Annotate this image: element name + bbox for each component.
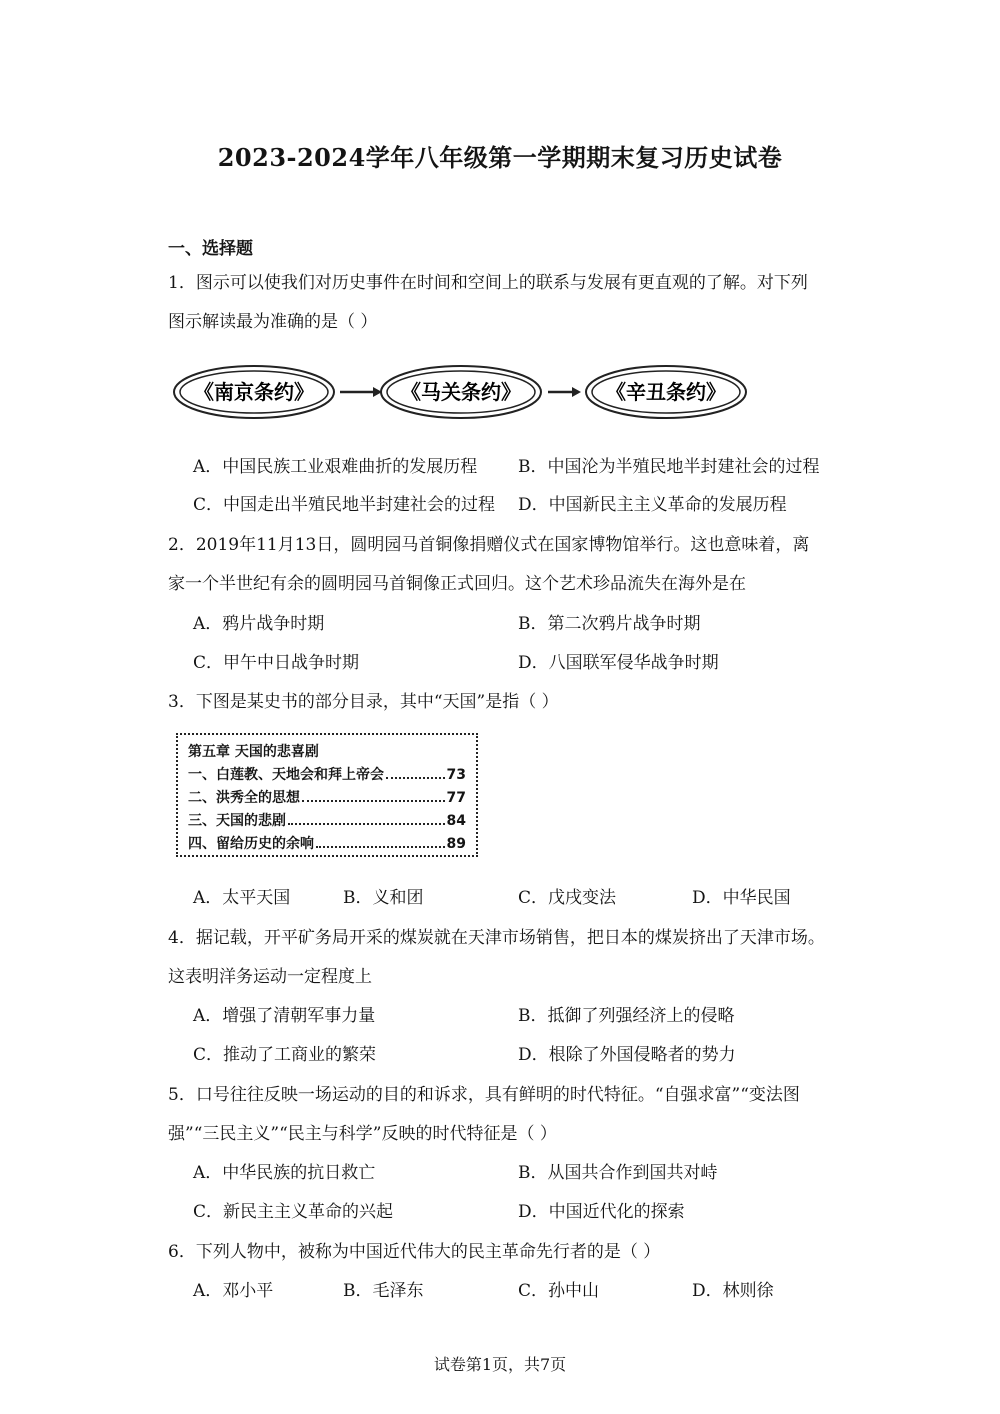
q3-stem-line-1: 3．下图是某史书的部分目录，其中“天国”是指（ ） [168, 692, 559, 712]
treaty-label-1: 《南京条约》 [194, 380, 314, 404]
q6-stem-line-1: 6．下列人物中，被称为中国近代伟大的民主革命先行者的是（ ） [168, 1242, 661, 1262]
q2-stem-line-2: 家一个半世纪有余的圆明园马首铜像正式回归。这个艺术珍品流失在海外是在 [168, 574, 746, 594]
q2-option-d[interactable]: D．八国联军侵华战争时期 [518, 653, 719, 673]
treaty-flow-diagram [168, 358, 768, 428]
treaty-label-2: 《马关条约》 [401, 380, 521, 404]
q1-stem-line-2: 图示解读最为准确的是（ ） [168, 312, 378, 332]
q4-option-c[interactable]: C．推动了工商业的繁荣 [193, 1045, 377, 1065]
q5-stem-line-2: 强”“三民主义”“民主与科学”反映的时代特征是（ ） [168, 1124, 557, 1144]
q4-option-b[interactable]: B．抵御了列强经济上的侵略 [518, 1006, 735, 1026]
toc-dot-leader [288, 823, 445, 825]
page-footer: 试卷第1页，共7页 [433, 1355, 567, 1374]
treaty-node-2 [381, 366, 541, 418]
q3-option-b[interactable]: B．义和团 [343, 888, 424, 908]
q5-option-c[interactable]: C．新民主主义革命的兴起 [193, 1202, 394, 1222]
flow-arrow-1 [340, 387, 382, 397]
q6-option-c[interactable]: C．孙中山 [518, 1281, 600, 1301]
toc-dot-leader [316, 846, 445, 848]
q1-option-a[interactable]: A．中国民族工业艰难曲折的发展历程 [193, 457, 478, 477]
toc-row-label: 三、天国的悲剧 [188, 813, 286, 829]
q2-option-b[interactable]: B．第二次鸦片战争时期 [518, 614, 701, 634]
toc-row-label: 二、洪秀全的思想 [188, 790, 300, 806]
q1-stem-line-1: 1．图示可以使我们对历史事件在时间和空间上的联系与发展有更直观的了解。对下列 [168, 273, 808, 293]
exam-title: 2023-2024学年八年级第一学期期末复习历史试卷 [217, 143, 783, 172]
toc-row-page: 73 [446, 767, 466, 783]
q3-option-d[interactable]: D．中华民国 [692, 888, 791, 908]
q4-stem-line-1: 4．据记载，开平矿务局开采的煤炭就在天津市场销售，把日本的煤炭挤出了天津市场。 [168, 928, 825, 948]
q2-option-c[interactable]: C．甲午中日战争时期 [193, 653, 360, 673]
q1-option-d[interactable]: D．中国新民主主义革命的发展历程 [518, 495, 787, 515]
q1-option-b[interactable]: B．中国沦为半殖民地半封建社会的过程 [518, 457, 820, 477]
toc-dot-leader [302, 800, 445, 802]
q4-option-d[interactable]: D．根除了外国侵略者的势力 [518, 1045, 736, 1065]
q4-stem-line-2: 这表明洋务运动一定程度上 [168, 967, 372, 987]
q5-option-a[interactable]: A．中华民族的抗日救亡 [193, 1163, 376, 1183]
treaty-node-3 [586, 366, 746, 418]
table-of-contents-figure [176, 733, 478, 857]
q3-option-a[interactable]: A．太平天国 [193, 888, 291, 908]
toc-row [188, 787, 466, 810]
q4-option-a[interactable]: A．增强了清朝军事力量 [193, 1006, 376, 1026]
toc-dot-leader [386, 777, 445, 779]
q5-option-b[interactable]: B．从国共合作到国共对峙 [518, 1163, 718, 1183]
toc-row-page: 89 [446, 836, 466, 852]
treaty-node-1 [174, 366, 334, 418]
treaty-label-3: 《辛丑条约》 [606, 380, 726, 404]
toc-row-page: 77 [446, 790, 466, 806]
toc-chapter-heading: 第五章 天国的悲喜剧 [188, 744, 319, 760]
q5-stem-line-1: 5．口号往往反映一场运动的目的和诉求，具有鲜明的时代特征。“自强求富”“变法图 [168, 1085, 800, 1105]
toc-row [188, 833, 466, 856]
q2-stem-line-1: 2．2019年11月13日，圆明园马首铜像捐赠仪式在国家博物馆举行。这也意味着，离 [168, 535, 810, 555]
q2-option-a[interactable]: A．鸦片战争时期 [193, 614, 325, 634]
toc-row-label: 四、留给历史的余响 [188, 836, 314, 852]
q3-option-c[interactable]: C．戊戌变法 [518, 888, 617, 908]
toc-row [188, 810, 466, 833]
q1-option-c[interactable]: C．中国走出半殖民地半封建社会的过程 [193, 495, 496, 515]
toc-row [188, 764, 466, 787]
q5-option-d[interactable]: D．中国近代化的探索 [518, 1202, 685, 1222]
q6-option-b[interactable]: B．毛泽东 [343, 1281, 424, 1301]
section-heading: 一、选择题 [168, 239, 253, 259]
q6-option-a[interactable]: A．邓小平 [193, 1281, 274, 1301]
q6-option-d[interactable]: D．林则徐 [692, 1281, 774, 1301]
toc-row-label: 一、白莲教、天地会和拜上帝会 [188, 767, 384, 783]
toc-row-page: 84 [446, 813, 466, 829]
flow-arrow-2 [548, 387, 581, 397]
